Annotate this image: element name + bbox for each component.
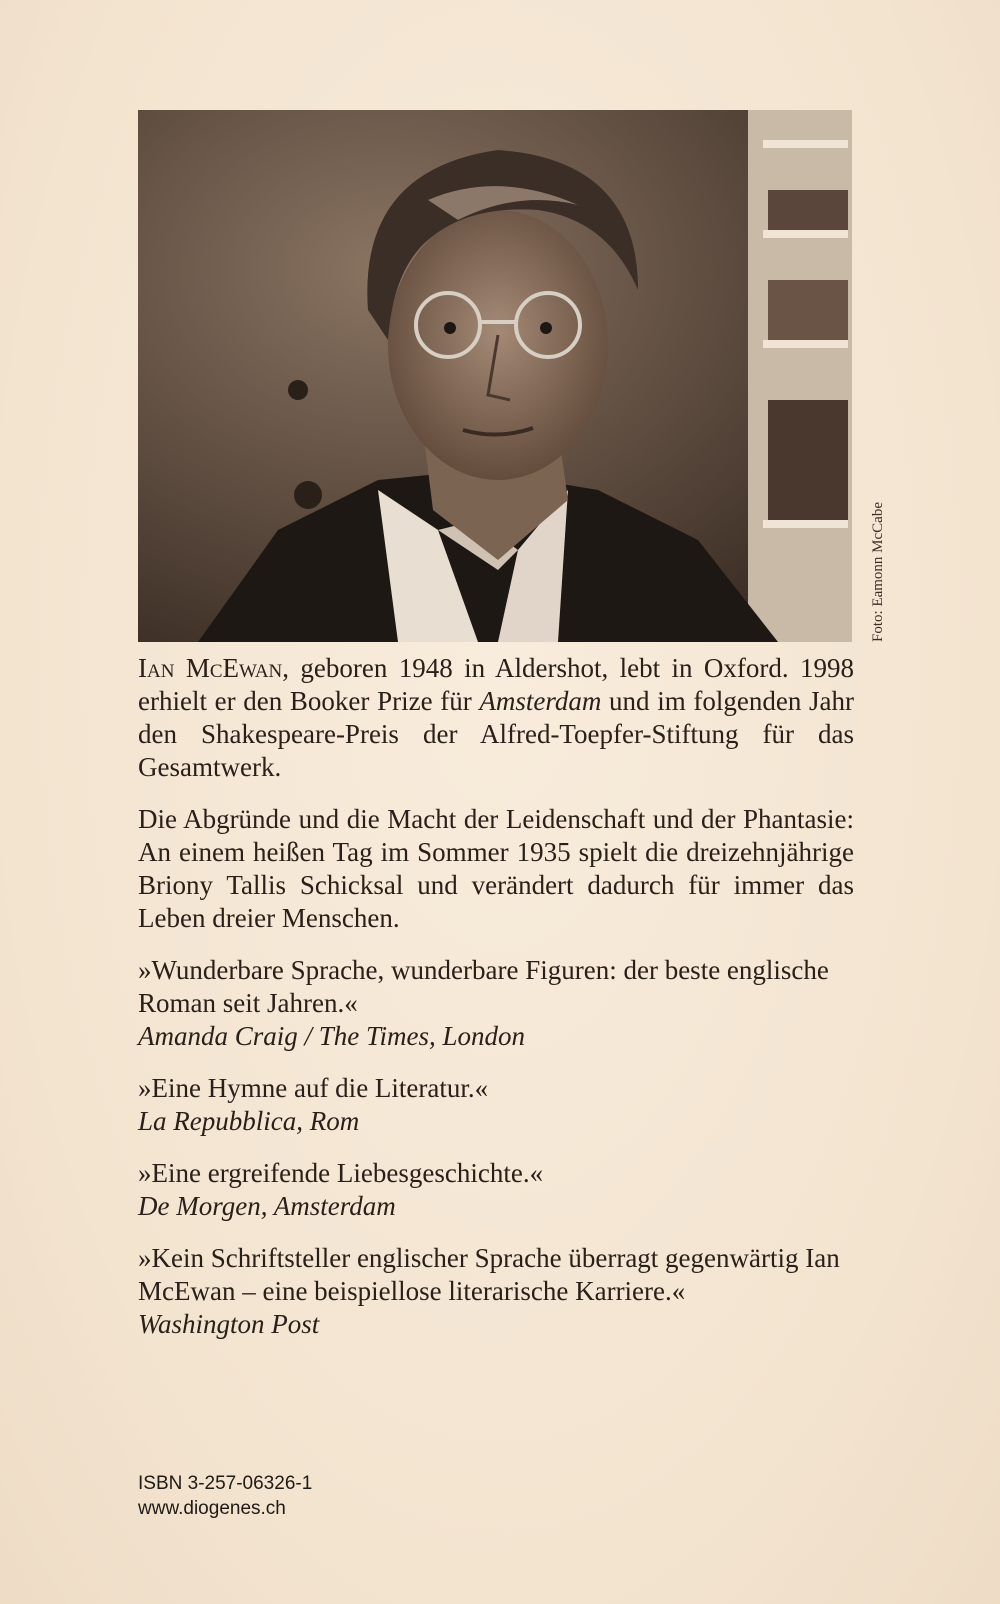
photo-credit: Foto: Eamonn McCabe: [870, 502, 886, 642]
quote-source: De Morgen, Amsterdam: [138, 1191, 396, 1221]
quote-source: Washington Post: [138, 1309, 320, 1339]
review-quote: [138, 954, 854, 1053]
author-bio: [138, 652, 854, 784]
back-cover-text: [138, 652, 854, 1360]
quote-text: »Eine Hymne auf die Literatur.«: [138, 1073, 489, 1103]
isbn-number: ISBN 3-257-06326-1: [138, 1473, 313, 1494]
author-portrait-image: [138, 110, 852, 642]
author-photo: [138, 110, 852, 642]
quote-text: »Kein Schriftsteller englischer Sprache überragt gegenwärtig Ian McEwan – eine beispiellose literarische Karriere.«: [138, 1243, 840, 1306]
quote-source: La Repubblica, Rom: [138, 1106, 360, 1136]
quote-text: »Wunderbare Sprache, wunderbare Figuren: der beste englische Roman seit Jahren.«: [138, 955, 829, 1018]
review-quote: [138, 1157, 854, 1223]
review-quote: [138, 1242, 854, 1341]
publisher-website: www.diogenes.ch: [138, 1498, 286, 1519]
book-blurb: Die Abgründe und die Macht der Leidenschaft und der Phantasie: An einem heißen Tag im Sommer 1935 spielt die dreizehnjährige Briony Tallis Schicksal und verändert dadurch für immer das Leben dreier Menschen.: [138, 804, 854, 933]
bio-text-1: , geboren 1948 in Aldershot, lebt in Oxford. 1998 erhielt er den Booker Prize für: [138, 653, 854, 716]
author-name: Ian McEwan: [138, 653, 283, 683]
quote-text: »Eine ergreifende Liebesgeschichte.«: [138, 1158, 544, 1188]
review-quote: [138, 1072, 854, 1138]
quote-source: Amanda Craig / The Times, London: [138, 1021, 526, 1051]
bio-book-title: Amsterdam: [479, 686, 602, 716]
bio-text-2: und im folgenden Jahr den Shakespeare-Preis der Alfred-Toepfer-Stiftung für das Gesamtwerk.: [138, 686, 854, 782]
publisher-info: [138, 1471, 312, 1521]
